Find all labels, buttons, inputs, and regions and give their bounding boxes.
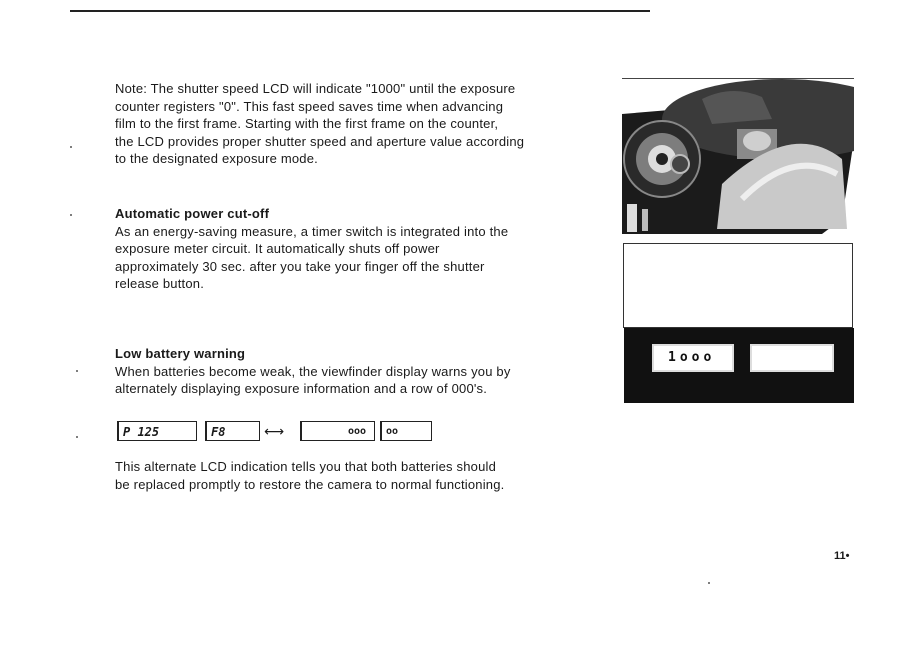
scan-speck [70,146,72,148]
page-number: 11• [834,550,850,562]
note-line: counter registers "0". This fast speed saves time when advancing [115,98,504,114]
low-battery-section [115,345,595,398]
viewfinder-shutter-readout: 1ooo [652,344,734,372]
note-line: to the designated exposure mode. [115,151,318,166]
viewfinder-lcd-bar [624,328,854,403]
auto-power-heading: Automatic power cut-off [115,206,270,221]
low-battery-line: When batteries become weak, the viewfinder display warns you by [115,363,511,379]
alternate-line: This alternate LCD indication tells you that both batteries should [115,459,497,474]
note-line: Note: The shutter speed LCD will indicate "1000" until the exposure [115,81,516,96]
scan-speck [708,582,710,584]
scan-speck [76,370,78,372]
lcd-zeros-display-2: oo [380,421,432,441]
scan-speck [70,214,72,216]
note-line: the LCD provides proper shutter speed and aperture value according [115,133,525,149]
viewfinder-frame [623,243,853,328]
viewfinder-display [622,243,854,403]
auto-power-line: exposure meter circuit. It automatically shuts off power [115,241,440,256]
auto-power-section [115,205,595,293]
lcd-shutter-display: P 125 [117,421,197,441]
viewfinder-aperture-readout [750,344,834,372]
auto-power-line: approximately 30 sec. after you take your finger off the shutter [115,258,485,274]
lcd-aperture-display: F8 [205,421,260,441]
low-battery-line: alternately displaying exposure information and a row of 000's. [115,381,488,396]
camera-top-illustration [622,79,854,234]
lcd-zeros-display: ooo [300,421,375,441]
note-line: film to the first frame. Starting with the first frame on the counter, [115,116,499,131]
alternate-line: be replaced promptly to restore the camera to normal functioning. [115,476,505,492]
camera-photo [622,78,854,234]
scan-speck [76,436,78,438]
top-rule [70,10,650,12]
double-arrow-icon: ⟷ [264,423,285,439]
auto-power-line: As an energy-saving measure, a timer switch is integrated into the [115,223,509,239]
auto-power-line: release button. [115,276,205,291]
alternate-paragraph [115,458,595,493]
note-paragraph [115,80,595,168]
low-battery-heading: Low battery warning [115,346,246,361]
